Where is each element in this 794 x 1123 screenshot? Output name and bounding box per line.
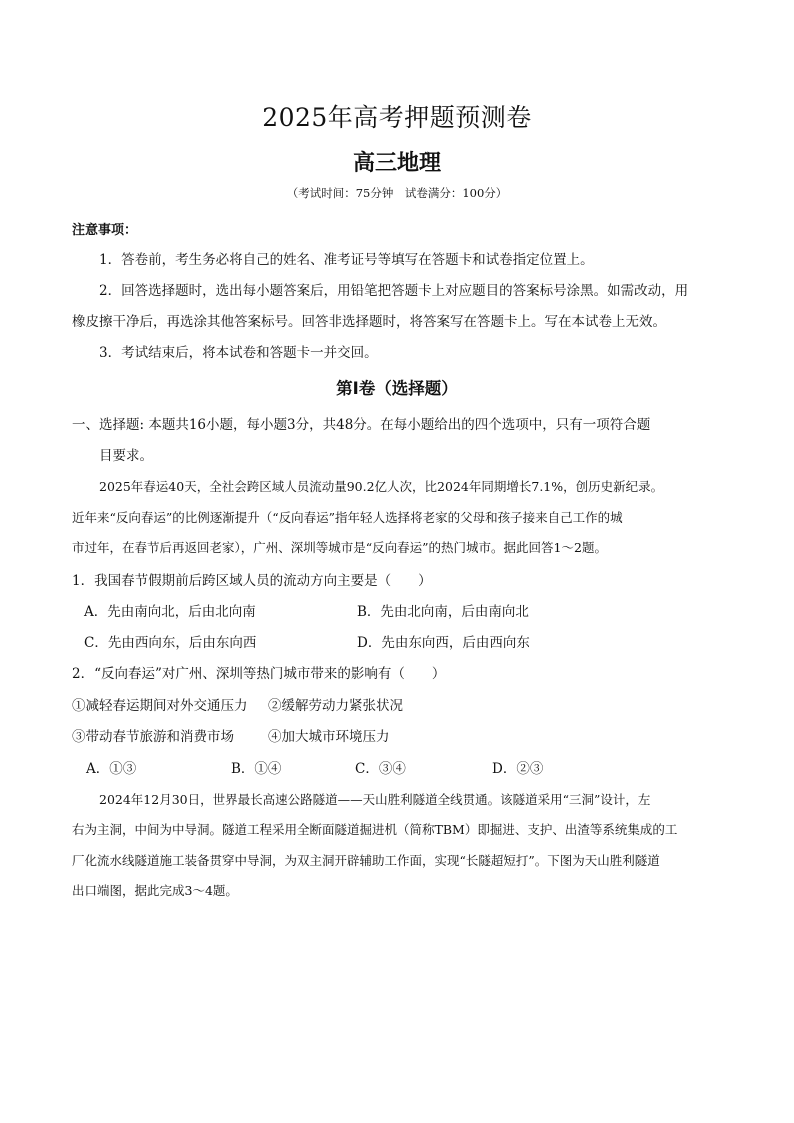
passage-line: 2025年春运40天，全社会跨区域人员流动量90.2亿人次，比2024年同期增长7.1%，创历史新纪录。 — [99, 479, 664, 494]
passage-line: 厂化流水线隧道施工装备贯穿中导洞，为双主洞开辟辅助工作面，实现“长隧超短打”。下图为天山胜利隧道 — [72, 853, 660, 868]
q2-statement: ③带动春节旅游和消费市场 — [72, 729, 234, 745]
q1-option-d: D．先由东向西，后由西向东 — [357, 635, 530, 651]
note-item: 橡皮擦干净后，再选涂其他答案标号。回答非选择题时，将答案写在答题卡上。写在本试卷上无效。 — [72, 314, 666, 330]
note-item: 1．答卷前，考生务必将自己的姓名、准考证号等填写在答题卡和试卷指定位置上。 — [99, 252, 594, 268]
question-2-stem: 2．“反向春运”对广州、深圳等热门城市带来的影响有（ ） — [72, 666, 446, 682]
q2-option-b: B．①④ — [231, 761, 282, 777]
passage-line: 出口端图，据此完成3～4题。 — [72, 883, 238, 898]
q2-statement: ④加大城市环境压力 — [268, 729, 390, 745]
q1-option-c: C．先由西向东，后由东向西 — [84, 635, 257, 651]
q2-statement: ②缓解劳动力紧张状况 — [268, 698, 403, 714]
passage-line: 近年来“反向春运”的比例逐渐提升（“反向春运”指年轻人选择将老家的父母和孩子接来自己工作的城 — [72, 510, 623, 525]
note-item: 3．考试结束后，将本试卷和答题卡一并交回。 — [99, 345, 378, 361]
q2-option-a: A．①③ — [86, 761, 137, 777]
question-1-stem: 1．我国春节假期前后跨区域人员的流动方向主要是（ ） — [72, 573, 432, 589]
exam-info: （考试时间：75分钟 试卷满分：100分） — [286, 186, 508, 200]
q2-statement: ①减轻春运期间对外交通压力 — [72, 698, 248, 714]
q1-option-a: A．先由南向北，后由北向南 — [84, 604, 256, 620]
note-item: 2．回答选择题时，选出每小题答案后，用铅笔把答题卡上对应题目的答案标号涂黑。如需改动，用 — [99, 283, 689, 299]
q2-option-d: D．②③ — [492, 761, 544, 777]
section-instructions: 一、选择题: 本题共16小题，每小题3分，共48分。在每小题给出的四个选项中，只有一项符合题 — [72, 417, 651, 433]
section-title: 第Ⅰ卷（选择题） — [336, 379, 458, 398]
passage-line: 2024年12月30日，世界最长高速公路隧道——天山胜利隧道全线贯通。该隧道采用“三洞”设计，左 — [99, 792, 651, 807]
passage-line: 市过年，在春节后再返回老家），广州、深圳等城市是“反向春运”的热门城市。据此回答1～2题。 — [72, 540, 607, 555]
page-title: 2025年高考押题预测卷 — [262, 103, 532, 132]
notes-heading: 注意事项： — [72, 223, 138, 238]
q2-option-c: C．③④ — [355, 761, 406, 777]
section-instructions: 目要求。 — [99, 448, 153, 464]
passage-line: 右为主洞，中间为中导洞。隧道工程采用全断面隧道掘进机（简称TBM）即掘进、支护、出渣等系统集成的工 — [72, 822, 678, 837]
page-subtitle: 高三地理 — [352, 151, 441, 176]
q1-option-b: B．先由北向南，后由南向北 — [357, 604, 529, 620]
